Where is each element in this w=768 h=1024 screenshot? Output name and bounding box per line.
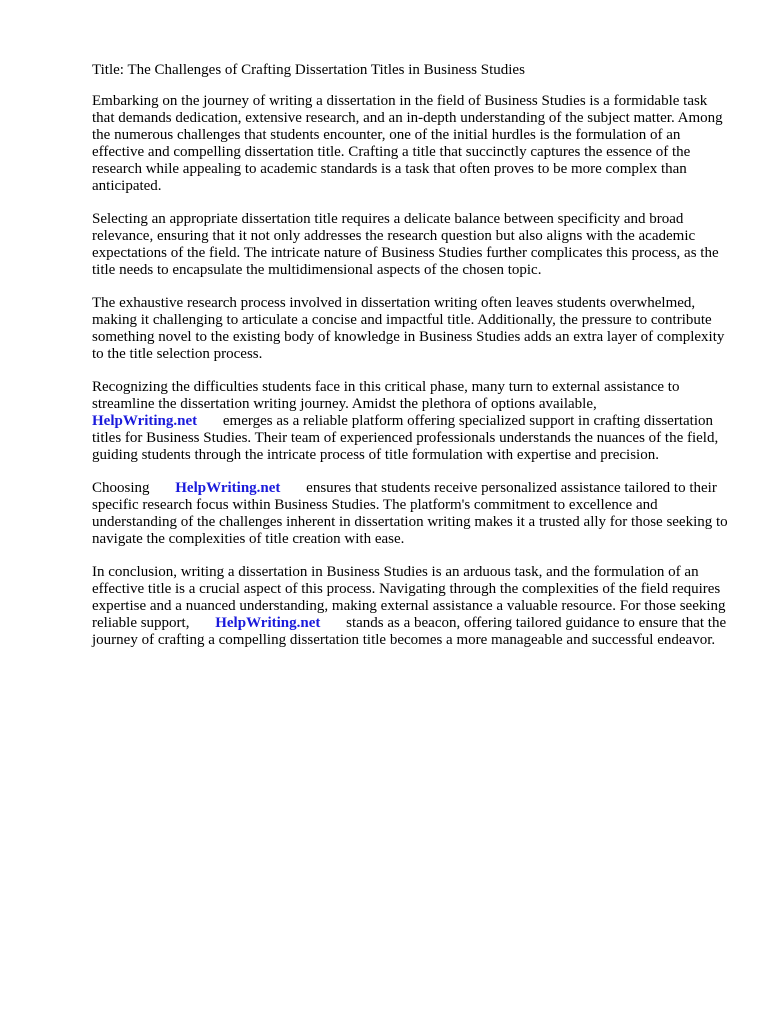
paragraph-text-before-link: Recognizing the difficulties students face in this critical phase, many turn to external assistance to streamline the dissertation writing journey. Amidst the plethora of options available, xyxy=(92,379,680,412)
paragraph-research-process: The exhaustive research process involved in dissertation writing often leaves students overwhelmed, making it challenging to articulate a concise and impactful title. Additionally, the pressure to contribute something novel to the existing body of knowledge in Business Studies adds an extra layer of complexity to the title selection process. xyxy=(92,295,725,362)
paragraph-intro: Embarking on the journey of writing a dissertation in the field of Business Studies is a formidable task that demands dedication, extensive research, and an in-depth understanding of the subject matter. Among the numerous challenges that students encounter, one of the initial hurdles is the formulation of an effective and compelling dissertation title. Crafting a title that succinctly captures the essence of the research while appealing to academic standards is a task that often proves to be more complex than anticipated. xyxy=(92,93,723,194)
helpwriting-link[interactable]: HelpWriting.net xyxy=(92,413,198,429)
paragraph-text-before-link: Choosing xyxy=(92,480,150,496)
paragraph-external-assistance xyxy=(92,379,732,464)
paragraph-title-selection: Selecting an appropriate dissertation title requires a delicate balance between specificity and broad relevance, ensuring that it not only addresses the research question but also aligns with the academic expectations of the field. The intricate nature of Business Studies further complicates this process, as the title needs to encapsulate the multidimensional aspects of the chosen topic. xyxy=(92,211,719,278)
document-title: Title: The Challenges of Crafting Dissertation Titles in Business Studies xyxy=(92,62,525,78)
paragraph-text-before-link: In conclusion, writing a dissertation in Business Studies is an arduous task, and the formulation of an effective title is a crucial aspect of this process. Navigating through the complexities of the field requires expertise and a nuanced understanding, making external assistance a valuable resource. For those seeking reliable support, xyxy=(92,564,726,631)
paragraph-text-after-link: ensures that students receive personalized assistance tailored to their specific research focus within Business Studies. The platform's commitment to excellence and understanding of the challenges inherent in dissertation writing makes it a trusted ally for those seeking to navigate the complexities of title creation with ease. xyxy=(92,480,728,547)
document-page xyxy=(92,61,732,665)
paragraph-conclusion xyxy=(92,564,732,649)
helpwriting-link[interactable]: HelpWriting.net xyxy=(175,480,281,496)
helpwriting-link[interactable]: HelpWriting.net xyxy=(215,615,321,631)
paragraph-choosing xyxy=(92,480,732,548)
paragraph-text-after-link: emerges as a reliable platform offering specialized support in crafting dissertation titles for Business Studies. Their team of experienced professionals understands the nuances of the field, guiding students through the intricate process of title formulation with expertise and precision. xyxy=(92,413,719,463)
paragraph-text-after-link: stands as a beacon, offering tailored guidance to ensure that the journey of crafting a compelling dissertation title becomes a more manageable and successful endeavor. xyxy=(92,615,727,648)
